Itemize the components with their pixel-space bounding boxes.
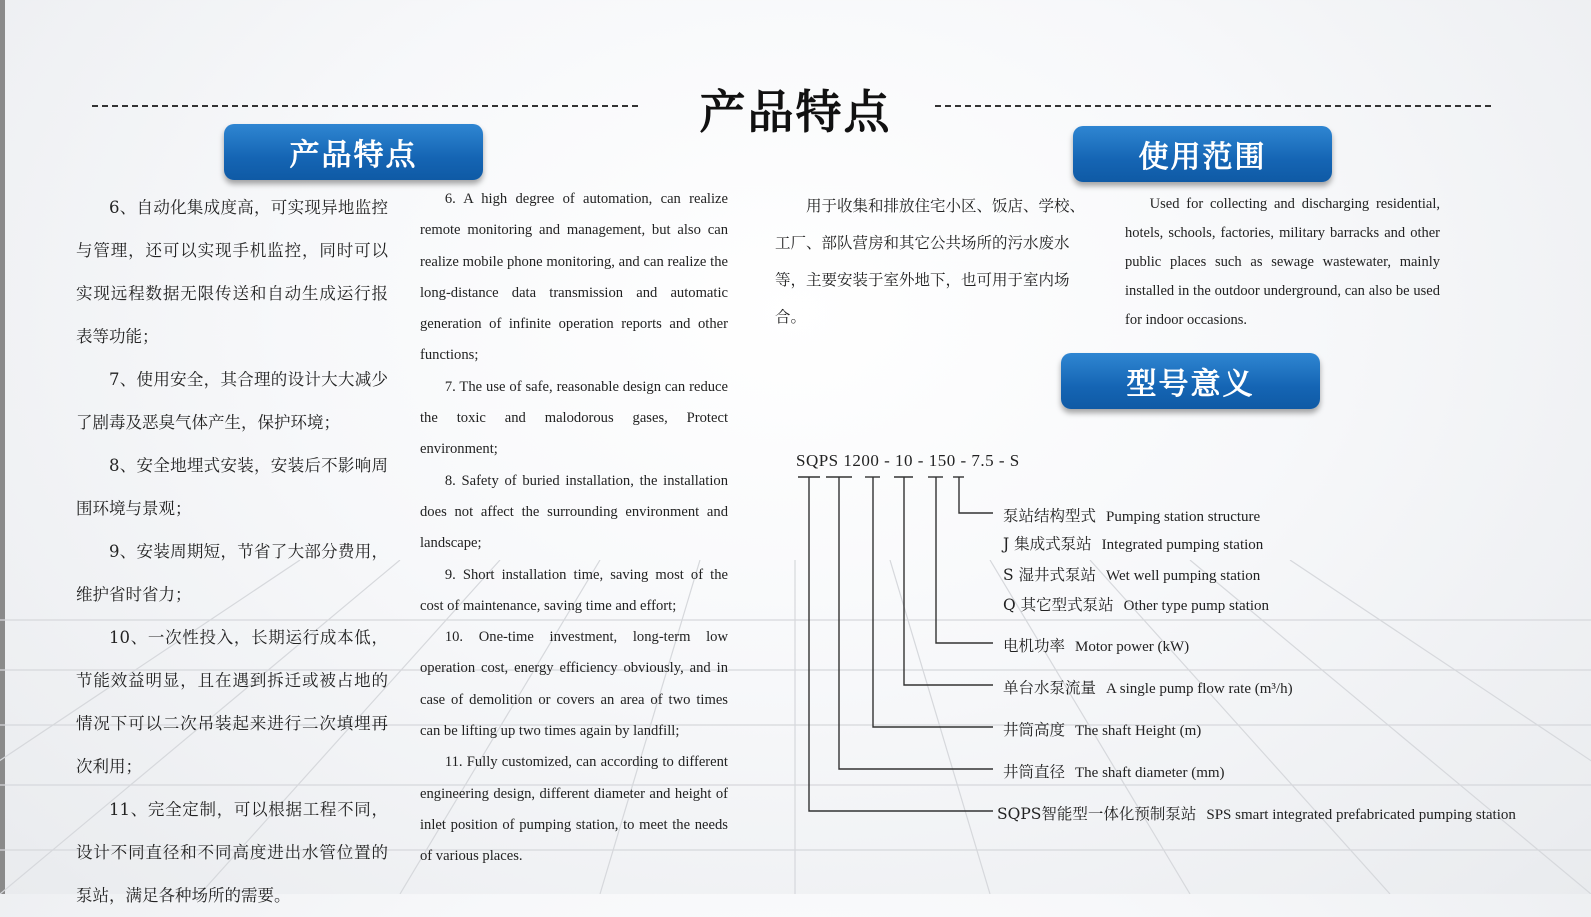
model-label-product-name: SQPS智能型一体化预制泵站 SPS smart integrated prefabricated pumping station: [997, 805, 1516, 823]
model-heading: 型号意义: [1061, 353, 1320, 409]
scope-heading: 使用范围: [1073, 126, 1332, 182]
features-en-list: [420, 184, 728, 873]
feature-en-item: 7. The use of safe, reasonable design can reduce the toxic and malodorous gases, Protect environment;: [420, 378, 728, 458]
model-label-structure: 泵站结构型式 Pumping station structure: [1003, 507, 1261, 525]
features-heading: 产品特点: [224, 124, 483, 180]
scope-cn-text: 用于收集和排放住宅小区、饭店、学校、工厂、部队营房和其它公共场所的污水废水等，主要安装于室外地下，也可用于室内场合。: [775, 197, 1086, 326]
model-code: SQPS 1200 - 10 - 150 - 7.5 - S: [796, 451, 1020, 470]
page-title: 产品特点: [699, 85, 892, 139]
scope-en-text: Used for collecting and discharging residential, hotels, schools, factories, military barracks and other public places such as sewage wastewater, mainly installed in the outdoor underground, can also be used for indoor occasions.: [1125, 196, 1440, 328]
feature-cn-item: 7、使用安全，其合理的设计大大减少了剧毒及恶臭气体产生，保护环境；: [76, 370, 388, 432]
feature-cn-item: 9、安装周期短，节省了大部分费用，维护省时省力；: [76, 542, 388, 604]
model-label-shaft-height: 井筒高度 The shaft Height (m): [1003, 721, 1202, 739]
feature-cn-item: 10、一次性投入，长期运行成本低，节能效益明显，且在遇到拆迁或被占地的情况下可以二次吊装起来进行二次填埋再次利用；: [76, 628, 388, 776]
model-label-shaft-diameter: 井筒直径 The shaft diameter (mm): [1003, 763, 1225, 781]
features-cn-list: [76, 186, 388, 917]
model-label-other-type: Q 其它型式泵站 Other type pump station: [1003, 596, 1270, 614]
model-label-motor-power: 电机功率 Motor power (kW): [1003, 637, 1190, 655]
feature-cn-item: 8、安全地埋式安装，安装后不影响周围环境与景观；: [76, 456, 388, 518]
feature-en-item: 9. Short installation time, saving most of the cost of maintenance, saving time and effort;: [420, 566, 728, 614]
feature-en-item: 6. A high degree of automation, can realize remote monitoring and management, but also can realize mobile phone monitoring, and can realize the long-distance data transmission and automatic generation of infinite operation reports and other functions;: [420, 191, 728, 364]
model-label-flow-rate: 单台水泵流量 A single pump flow rate (m³/h): [1003, 679, 1293, 697]
feature-en-item: 8. Safety of buried installation, the installation does not affect the surrounding environment and landscape;: [420, 472, 728, 552]
model-label-wet-well: S 湿井式泵站 Wet well pumping station: [1003, 566, 1261, 584]
feature-en-item: 10. One-time investment, long-term low operation cost, energy efficiency obviously, and in case of demolition or covers an area of two times can be lifting up two times again by landfill;: [420, 629, 728, 740]
feature-en-item: 11. Fully customized, can according to different engineering design, different diameter and height of inlet position of pumping station, to meet the needs of various places.: [420, 754, 728, 865]
model-label-integrated: J 集成式泵站 Integrated pumping station: [1003, 535, 1264, 553]
feature-cn-item: 6、自动化集成度高，可实现异地监控与管理，还可以实现手机监控，同时可以实现远程数据无限传送和自动生成运行报表等功能；: [76, 198, 388, 346]
feature-cn-item: 11、完全定制，可以根据工程不同，设计不同直径和不同高度进出水管位置的泵站，满足各种场所的需要。: [76, 800, 388, 905]
